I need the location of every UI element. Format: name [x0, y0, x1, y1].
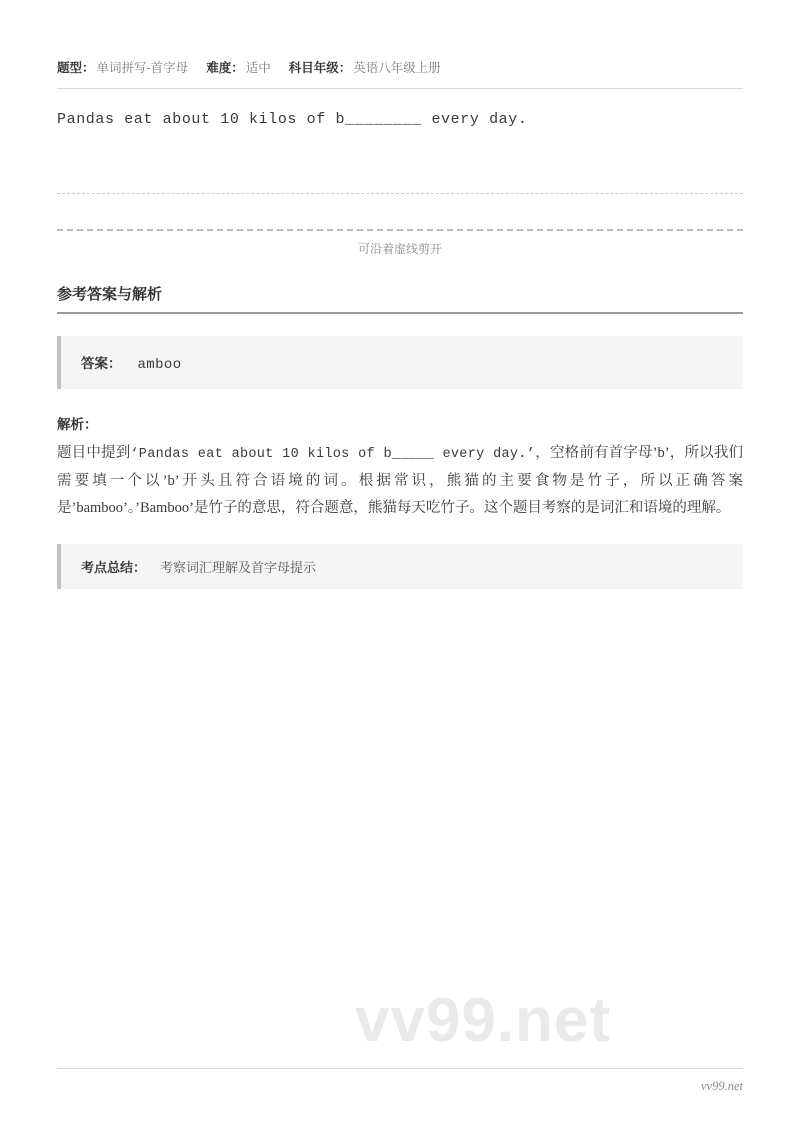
analysis-text-part1: 题目中提到 — [57, 445, 131, 461]
watermark: vv99.net — [355, 986, 612, 1055]
answer-value: amboo — [137, 357, 182, 373]
summary-box — [57, 544, 743, 589]
cut-dashed-line-bottom — [57, 229, 743, 231]
footer-text: vv99.net — [701, 1079, 743, 1093]
meta-difficulty-value: 适中 — [245, 61, 271, 75]
meta-type-value: 单词拼写-首字母 — [96, 61, 189, 75]
cut-dashed-line-top — [57, 193, 743, 194]
meta-type-label: 题型： — [57, 61, 95, 75]
analysis-label: 解析： — [57, 417, 98, 432]
meta-subject-value: 英语八年级上册 — [353, 61, 441, 75]
meta-divider — [57, 88, 743, 89]
summary-label: 考点总结： — [81, 559, 147, 575]
answer-label: 答案： — [81, 356, 122, 371]
question-text: Pandas eat about 10 kilos of b________ every day. — [57, 111, 528, 128]
analysis-text-part2: ，空格前有首字母’b’，所以我们需要填一个以’b’开头且符合语境的词。根据常识，熊猫的主要食物是竹子，所以正确答案是’bamboo’。’Bamboo’是竹子的意思，符合题意，熊猫每天吃竹子。这个题目考察的是词汇和语境的理解。 — [57, 445, 744, 516]
cut-zone — [57, 193, 743, 257]
cut-hint-text: 可沿着虚线剪开 — [357, 242, 442, 256]
question-meta-row — [57, 0, 743, 76]
meta-subject-label: 科目年级： — [288, 61, 352, 75]
meta-difficulty-label: 难度： — [206, 61, 244, 75]
analysis-quote: ‘Pandas eat about 10 kilos of b_____ every day.’ — [130, 447, 536, 462]
footer-divider — [57, 1068, 743, 1069]
answer-section-title: 参考答案与解析 — [57, 286, 163, 303]
analysis-text — [57, 440, 743, 522]
answer-box — [57, 336, 743, 389]
summary-value: 考察词汇理解及首字母提示 — [160, 559, 317, 575]
answer-section-underline — [57, 312, 743, 314]
